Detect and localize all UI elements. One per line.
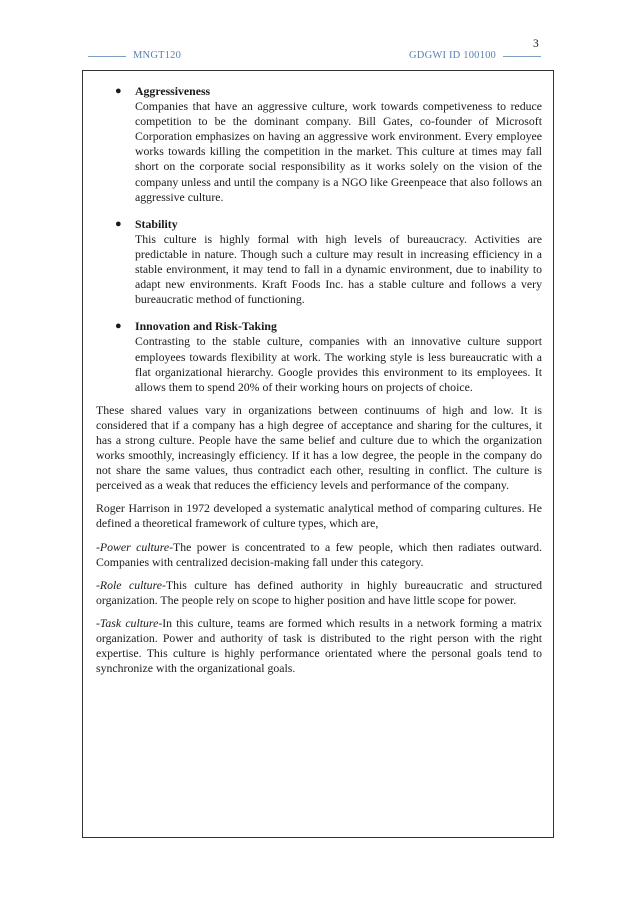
header-course-code: MNGT120 xyxy=(133,50,182,61)
header-student-id: GDGWI ID 100100 xyxy=(409,50,496,61)
role-culture-text: -This culture has defined authority in highly bureaucratic and structured organization. The people rely on scope to higher position and have little scope for power. xyxy=(96,577,543,607)
bullet-title: Aggressiveness xyxy=(135,84,211,98)
page-header xyxy=(88,50,541,64)
paragraph-task-culture xyxy=(96,616,542,676)
bullet-stability xyxy=(96,217,542,308)
bullet-title: Stability xyxy=(135,216,178,231)
bullet-title: Innovation and Risk-Taking xyxy=(135,319,277,334)
page-number: 3 xyxy=(533,38,539,50)
power-culture-text: -The power is concentrated to a few people, which then radiates outward. Companies with centralized decision-making fall under this category. xyxy=(96,539,543,569)
bullet-icon: ● xyxy=(115,85,122,97)
term-role-culture: -Role culture xyxy=(96,577,162,592)
term-power-culture: -Power culture xyxy=(96,539,170,554)
task-culture-text: -In this culture, teams are formed which results in a network forming a matrix organization. Power and authority of task is distributed to the right person with the right expertise. This culture is highly performance orientated where the personal goals tend to synchronize with the organizational goals. xyxy=(96,615,543,676)
paragraph-harrison: Roger Harrison in 1972 developed a systematic analytical method of comparing cultures. He defined a theoretical framework of culture types, which are, xyxy=(96,501,542,531)
bullet-icon: ● xyxy=(115,320,122,333)
term-task-culture: -Task culture xyxy=(96,615,159,630)
bullet-text: Companies that have an aggressive culture, work towards competiveness to reduce competition to be the dominant company. Bill Gates, co-founder of Microsoft Corporation emphasizes on having an aggressive work environment. Every employee works towards killing the competition in the market. This culture at times may fall short on the corporate social responsibility as it works solely on the vision of the company unless and until the company is a NGO like Greenpeace that also follows an aggressive culture. xyxy=(135,99,542,204)
header-rule-right xyxy=(503,56,541,57)
bullet-text: This culture is highly formal with high levels of bureaucracy. Activities are predictable in nature. Though such a culture may result in increasing efficiency in a stable environment, it may tend to fall in a dynamic environment, due to inability to adapt new environments. Kraft Foods Inc. has a stable culture and follows a very bureaucratic method of functioning. xyxy=(135,231,542,307)
paragraph-power-culture xyxy=(96,540,542,570)
bullet-icon: ● xyxy=(115,217,122,230)
bullet-text: Contrasting to the stable culture, companies with an innovative culture support employees towards flexibility at work. The working style is less bureaucratic with a flat organizational hierarchy. Google provides this environment to its employees. It allows them to spend 20% of their working hours on projects of choice. xyxy=(135,334,542,394)
document-body xyxy=(96,84,542,684)
bullet-aggressiveness xyxy=(96,84,542,205)
paragraph-shared-values: These shared values vary in organizations between continuums of high and low. It is considered that if a company has a high degree of acceptance and sharing for the cultures, it has a strong culture. People have the same belief and culture due to which the organization works smoothly, increasingly efficiency. If it has a low degree, the people in the company do not share the same values, thus contradict each other, resulting in conflict. The culture is perceived as a weak that reduces the efficiency levels and performance of the company. xyxy=(96,402,542,493)
header-rule-left xyxy=(88,56,126,57)
paragraph-role-culture xyxy=(96,578,542,608)
bullet-innovation xyxy=(96,319,542,394)
